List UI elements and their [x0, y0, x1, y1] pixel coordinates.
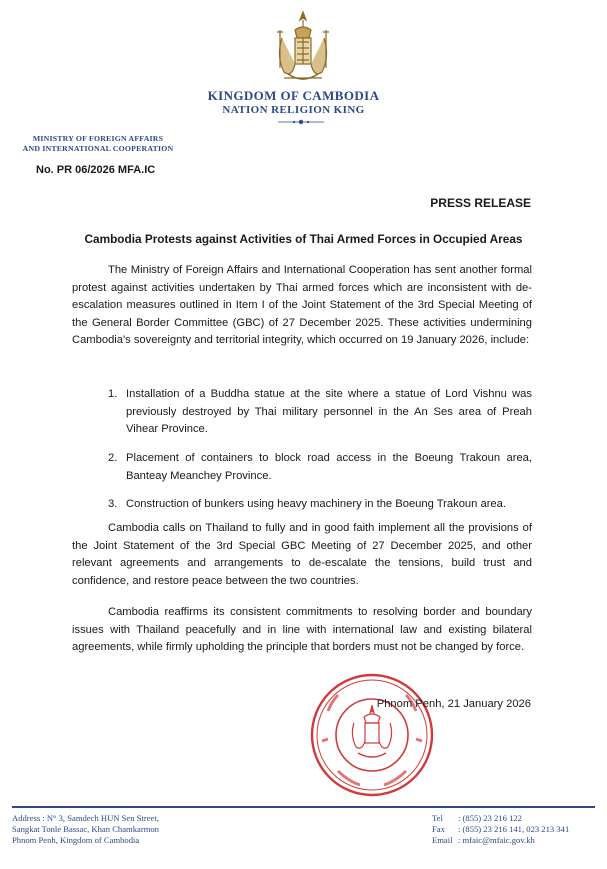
official-seal-stamp — [308, 671, 436, 799]
footer-address — [12, 813, 159, 846]
address-line3: Phnom Penh, Kingdom of Cambodia — [12, 835, 140, 845]
ministry-name-line1: MINISTRY OF FOREIGN AFFAIRS — [32, 134, 164, 143]
email-value: : mfaic@mfaic.gov.kh — [458, 835, 535, 845]
tel-value: : (855) 23 216 122 — [458, 813, 522, 823]
list-item-text: Installation of a Buddha statue at the site where a statue of Lord Vishnu was previously destroyed by Thai military personnel in the An Ses area of Preah Vihear Province. — [126, 388, 532, 436]
footer-contact — [432, 813, 569, 846]
address-line1: Address : N° 3, Samdech HUN Sen Street, — [12, 813, 159, 823]
place-and-date: Phnom Penh, 21 January 2026 — [376, 698, 531, 710]
divider-ornament — [276, 118, 326, 126]
list-item — [108, 450, 532, 485]
contact-tel — [432, 813, 569, 824]
list-item-text: Placement of containers to block road access in the Boeung Trakoun area, Banteay Meanchey Province. — [126, 452, 532, 482]
footer-divider — [12, 806, 595, 808]
list-item-number: 2. — [108, 452, 118, 464]
list-item-number: 3. — [108, 498, 118, 510]
email-label: Email — [432, 835, 453, 845]
list-item-text: Construction of bunkers using heavy machinery in the Boeung Trakoun area. — [126, 498, 506, 510]
royal-coat-of-arms-emblem — [262, 8, 344, 90]
paragraph-intro: The Ministry of Foreign Affairs and International Cooperation has sent another formal protest against activities undertaken by Thai armed forces which are inconsistent with de-escalation measures outlined in Item I of the Joint Statement of the 3rd Special Meeting of the General Border Committee (GBC) of 27 December 2025. These activities undermining Cambodia's sovereignty and territorial integrity, which occurred on 19 January 2026, include: — [72, 264, 532, 347]
contact-email — [432, 835, 569, 846]
list-item — [108, 386, 532, 439]
address-line2: Sangkat Tonle Bassac, Khan Chamkarmon — [12, 824, 159, 834]
national-motto: NATION RELIGION KING — [222, 104, 365, 116]
paragraph-call: Cambodia calls on Thailand to fully and in good faith implement all the provisions of the Joint Statement of the 3rd Special GBC Meeting of 27 December 2025, and other relevant agreements and arrangements to de-escalate the tensions, build trust and confidence, and restore peace between the two countries. — [72, 522, 532, 587]
press-release-label: PRESS RELEASE — [430, 196, 531, 210]
kingdom-heading: KINGDOM OF CAMBODIA — [207, 88, 380, 103]
release-title: Cambodia Protests against Activities of Thai Armed Forces in Occupied Areas — [84, 232, 523, 246]
fax-label: Fax — [432, 824, 445, 834]
reference-number: No. PR 06/2026 MFA.IC — [36, 164, 156, 176]
list-item — [108, 496, 506, 514]
fax-value: : (855) 23 216 141, 023 213 341 — [458, 824, 570, 834]
tel-label: Tel — [432, 813, 443, 823]
ministry-name-line2: AND INTERNATIONAL COOPERATION — [22, 144, 174, 153]
list-item-number: 1. — [108, 388, 118, 400]
contact-fax — [432, 824, 569, 835]
paragraph-reaffirm: Cambodia reaffirms its consistent commitments to resolving border and boundary issues with Thailand peacefully and in line with international law and existing bilateral agreements, while firmly upholding the principle that borders must not be changed by force. — [72, 606, 532, 654]
